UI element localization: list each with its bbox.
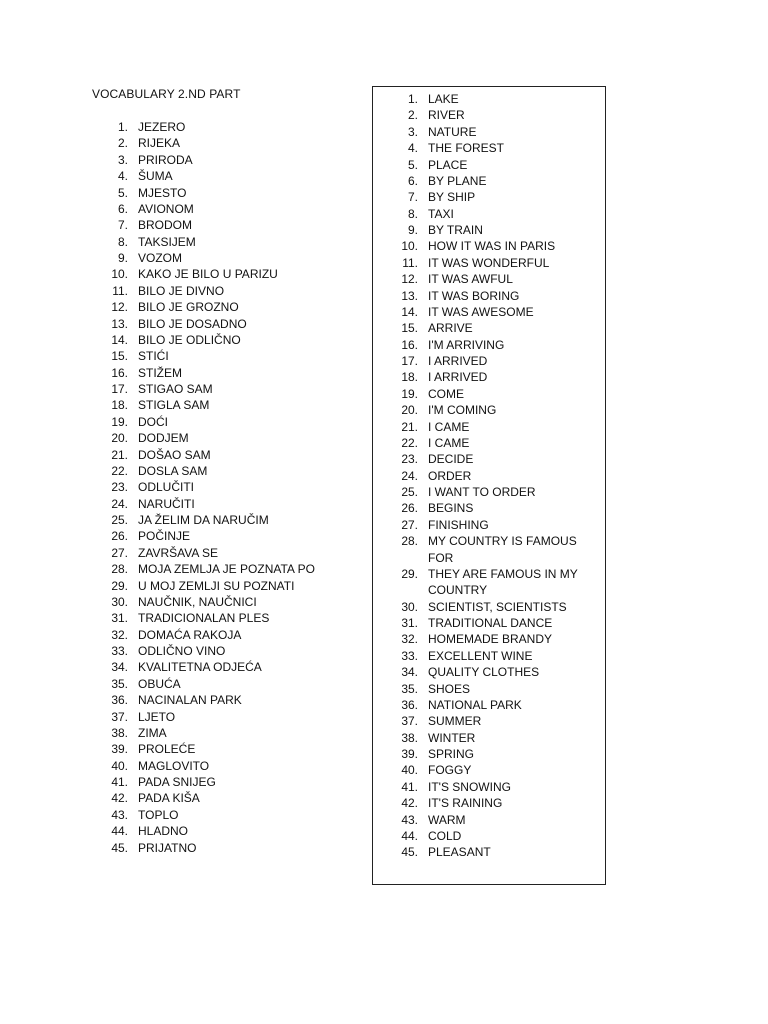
item-word: KVALITETNA ODJEĆA [138,660,262,675]
item-number: 13. [111,316,128,331]
vocabulary-item-english [394,124,588,140]
item-number: 9. [407,223,418,237]
item-word: SCIENTIST, SCIENTISTS [428,599,567,614]
item-word: ARRIVE [428,321,473,336]
vocabulary-item-english [394,288,588,304]
item-number: 17. [401,354,418,368]
item-word: I ARRIVED [428,354,488,368]
item-word: IT WAS AWFUL [428,272,513,287]
item-word: NACINALAN PARK [138,693,242,708]
item-number: 5. [117,185,128,200]
vocabulary-item-english [394,91,588,107]
vocabulary-item-english [394,107,588,123]
item-word: IT'S RAINING [428,796,503,811]
vocabulary-item-serbian [104,348,315,364]
item-word: MOJA ZEMLJA JE POZNATA PO [138,562,315,577]
vocabulary-item-serbian [104,692,315,708]
item-number: 5. [407,157,418,172]
item-word: ZAVRŠAVA SE [138,545,219,560]
item-word: ZIMA [138,725,167,740]
item-word: VOZOM [138,251,182,265]
item-number: 20. [401,403,418,418]
vocabulary-item-serbian [104,152,315,168]
vocabulary-item-english [394,566,588,599]
item-number: 28. [111,562,128,577]
vocabulary-item-english [394,681,588,697]
item-number: 15. [401,321,418,336]
vocabulary-item-serbian [104,250,315,266]
item-word: STIGLA SAM [138,398,210,413]
vocabulary-item-serbian [104,643,315,659]
item-word: STIĆI [138,349,169,364]
item-number: 6. [117,201,128,216]
item-word: HLADNO [138,824,189,839]
vocabulary-item-english [394,402,588,418]
item-word: EXCELLENT WINE [428,648,533,663]
item-word: I WANT TO ORDER [428,485,536,499]
item-number: 12. [111,300,128,315]
vocabulary-item-english [394,762,588,778]
item-word: BILO JE DIVNO [138,283,225,298]
vocabulary-item-serbian [104,561,315,577]
vocabulary-item-serbian [104,659,315,675]
item-number: 10. [401,239,418,254]
item-word: ODLIČNO VINO [138,644,226,658]
item-word: BY PLANE [428,173,487,188]
item-word: BRODOM [138,218,192,233]
item-number: 27. [111,545,128,560]
vocabulary-item-serbian [104,119,315,135]
item-number: 32. [401,632,418,647]
item-number: 21. [401,419,418,434]
item-number: 3. [117,152,128,167]
item-word: STIŽEM [138,365,182,380]
vocabulary-item-english [394,517,588,533]
item-number: 40. [401,763,418,778]
item-number: 39. [401,747,418,761]
item-number: 9. [117,251,128,265]
item-word: BEGINS [428,501,474,516]
vocabulary-item-english [394,320,588,336]
vocabulary-item-english [394,713,588,729]
item-word: NAUČNIK, NAUČNICI [138,594,257,609]
item-number: 31. [401,616,418,630]
item-number: 42. [111,791,128,806]
item-word: SPRING [428,747,475,761]
item-number: 41. [111,775,128,789]
vocabulary-item-english [394,730,588,746]
item-word: TAKSIJEM [138,234,196,249]
item-number: 1. [117,120,128,134]
vocabulary-item-serbian [104,299,315,315]
vocabulary-item-serbian [104,332,315,348]
item-word: TRADICIONALAN PLES [138,611,270,626]
item-word: I ARRIVED [428,370,488,385]
item-word: PLEASANT [428,845,491,860]
item-word: PRIJATNO [138,840,197,855]
item-number: 35. [111,676,128,691]
item-word: LAKE [428,92,459,106]
vocabulary-item-serbian [104,840,315,856]
item-word: RIVER [428,108,465,123]
item-number: 14. [111,332,128,347]
vocabulary-item-serbian [104,316,315,332]
item-word: THE FOREST [428,141,505,156]
vocabulary-item-english [394,648,588,664]
item-number: 29. [111,578,128,593]
vocabulary-item-english [394,140,588,156]
vocabulary-item-english [394,189,588,205]
vocabulary-item-english [394,304,588,320]
vocabulary-item-serbian [104,807,315,823]
item-number: 23. [111,480,128,495]
item-number: 10. [111,267,128,282]
item-number: 45. [111,840,128,855]
vocabulary-item-english [394,484,588,500]
vocabulary-item-english [394,222,588,238]
vocabulary-item-english [394,435,588,451]
vocabulary-item-english [394,337,588,353]
item-word: COLD [428,828,462,843]
item-word: WINTER [428,730,476,745]
vocabulary-item-serbian [104,823,315,839]
serbian-vocabulary-list [104,119,315,856]
vocabulary-item-serbian [104,430,315,446]
item-number: 44. [401,828,418,843]
item-word: ŠUMA [138,169,173,184]
vocabulary-item-serbian [104,414,315,430]
item-number: 30. [111,594,128,609]
vocabulary-item-serbian [104,381,315,397]
item-word: SHOES [428,681,471,696]
vocabulary-item-english [394,812,588,828]
vocabulary-item-english [394,500,588,516]
vocabulary-item-english [394,697,588,713]
item-number: 17. [111,382,128,396]
item-word: TRADITIONAL DANCE [428,616,553,630]
item-number: 30. [401,599,418,614]
item-number: 25. [401,485,418,499]
vocabulary-item-serbian [104,790,315,806]
vocabulary-item-english [394,451,588,467]
item-number: 37. [401,714,418,729]
item-number: 22. [401,435,418,450]
vocabulary-item-serbian [104,627,315,643]
vocabulary-item-serbian [104,447,315,463]
item-number: 28. [401,534,418,549]
vocabulary-item-serbian [104,528,315,544]
vocabulary-item-serbian [104,725,315,741]
item-word: NATIONAL PARK [428,697,522,712]
item-word: THEY ARE FAMOUS IN MY COUNTRY [428,566,578,598]
vocabulary-item-english [394,631,588,647]
vocabulary-item-serbian [104,185,315,201]
item-number: 38. [111,725,128,740]
item-number: 42. [401,796,418,811]
item-number: 16. [111,365,128,380]
item-word: BILO JE DOSADNO [138,316,247,331]
vocabulary-item-serbian [104,774,315,790]
item-number: 4. [117,169,128,184]
vocabulary-item-serbian [104,463,315,479]
item-word: I CAME [428,435,470,450]
vocabulary-item-serbian [104,217,315,233]
item-number: 36. [401,697,418,712]
vocabulary-item-serbian [104,479,315,495]
item-word: LJETO [138,709,176,724]
item-number: 7. [117,218,128,233]
item-number: 39. [111,742,128,757]
item-number: 24. [401,468,418,483]
item-word: ORDER [428,468,472,483]
item-number: 25. [111,513,128,527]
item-word: RIJEKA [138,136,181,151]
item-number: 41. [401,779,418,794]
item-number: 3. [407,124,418,139]
item-word: SUMMER [428,714,482,729]
item-word: WARM [428,812,466,827]
item-number: 19. [111,414,128,429]
item-word: BY TRAIN [428,223,483,237]
vocabulary-item-serbian [104,512,315,528]
item-word: JA ŽELIM DA NARUČIM [138,513,269,527]
item-number: 18. [111,398,128,413]
vocabulary-item-serbian [104,578,315,594]
item-word: MY COUNTRY IS FAMOUS FOR [428,534,577,565]
item-word: AVIONOM [138,201,194,216]
item-number: 2. [407,108,418,123]
vocabulary-item-serbian [104,397,315,413]
vocabulary-item-serbian [104,365,315,381]
item-word: HOMEMADE BRANDY [428,632,553,647]
item-word: DOMAĆA RAKOJA [138,627,242,642]
item-number: 12. [401,272,418,287]
item-word: BY SHIP [428,190,476,205]
item-number: 38. [401,730,418,745]
vocabulary-item-serbian [104,168,315,184]
item-number: 6. [407,173,418,188]
item-number: 32. [111,627,128,642]
item-number: 16. [401,337,418,352]
vocabulary-item-english [394,271,588,287]
item-word: PADA KIŠA [138,791,200,806]
item-number: 31. [111,611,128,626]
vocabulary-item-serbian [104,201,315,217]
item-word: POČINJE [138,529,191,544]
item-number: 2. [117,136,128,151]
item-number: 26. [111,529,128,544]
vocabulary-item-serbian [104,283,315,299]
item-word: NARUČITI [138,496,195,511]
item-number: 40. [111,758,128,773]
item-word: JEZERO [138,120,186,134]
english-vocabulary-list [394,91,588,861]
item-word: STIGAO SAM [138,382,213,396]
vocabulary-item-serbian [104,610,315,626]
item-word: NATURE [428,124,477,139]
item-word: U MOJ ZEMLJI SU POZNATI [138,578,295,593]
vocabulary-item-english [394,828,588,844]
item-number: 43. [401,812,418,827]
item-word: COME [428,386,464,401]
vocabulary-item-english [394,779,588,795]
item-number: 33. [111,644,128,658]
vocabulary-item-serbian [104,234,315,250]
vocabulary-item-serbian [104,709,315,725]
vocabulary-item-serbian [104,676,315,692]
vocabulary-item-english [394,173,588,189]
item-word: DODJEM [138,431,189,446]
vocabulary-item-english [394,206,588,222]
page-title: VOCABULARY 2.ND PART [92,87,241,101]
vocabulary-item-serbian [104,594,315,610]
item-number: 11. [402,255,418,270]
vocabulary-item-serbian [104,741,315,757]
item-word: BILO JE ODLIČNO [138,332,241,347]
item-number: 20. [111,431,128,446]
item-word: FINISHING [428,517,489,532]
vocabulary-item-serbian [104,545,315,561]
vocabulary-item-english [394,238,588,254]
item-word: IT WAS WONDERFUL [428,255,550,270]
item-word: IT WAS BORING [428,288,520,303]
item-word: KAKO JE BILO U PARIZU [138,267,278,282]
item-number: 43. [111,807,128,822]
item-number: 14. [401,304,418,319]
item-number: 33. [401,648,418,663]
vocabulary-item-english [394,615,588,631]
item-word: QUALITY CLOTHES [428,665,540,680]
item-number: 18. [401,370,418,385]
item-number: 45. [401,845,418,860]
item-word: TAXI [428,206,454,221]
item-word: ODLUČITI [138,480,195,495]
vocabulary-item-english [394,255,588,271]
item-word: OBUĆA [138,676,181,691]
item-word: PRIRODA [138,152,193,167]
item-number: 44. [111,824,128,839]
item-word: MAGLOVITO [138,758,210,773]
vocabulary-item-english [394,468,588,484]
item-word: I'M COMING [428,403,497,418]
item-number: 36. [111,693,128,708]
item-word: TOPLO [138,807,179,822]
item-number: 23. [401,452,418,467]
vocabulary-item-english [394,157,588,173]
item-word: IT'S SNOWING [428,779,511,794]
item-number: 26. [401,501,418,516]
item-number: 13. [401,288,418,303]
vocabulary-item-english [394,369,588,385]
item-word: I'M ARRIVING [428,337,505,352]
item-word: IT WAS AWESOME [428,304,534,319]
item-number: 34. [111,660,128,675]
item-word: DOSLA SAM [138,463,208,478]
item-number: 19. [401,386,418,401]
item-number: 7. [407,190,418,205]
item-number: 24. [111,496,128,511]
vocabulary-item-english [394,419,588,435]
item-number: 4. [407,141,418,156]
vocabulary-item-serbian [104,758,315,774]
vocabulary-item-english [394,533,588,566]
vocabulary-item-serbian [104,135,315,151]
vocabulary-item-english [394,795,588,811]
item-number: 29. [401,566,418,581]
item-number: 37. [111,709,128,724]
vocabulary-item-serbian [104,496,315,512]
item-number: 21. [111,447,128,462]
item-number: 15. [111,349,128,364]
item-number: 35. [401,681,418,696]
item-word: PLACE [428,157,468,172]
vocabulary-item-english [394,599,588,615]
item-word: FOGGY [428,763,472,778]
item-number: 11. [112,283,128,298]
vocabulary-item-english [394,386,588,402]
item-word: HOW IT WAS IN PARIS [428,239,556,254]
item-number: 22. [111,463,128,478]
item-word: I CAME [428,419,470,434]
item-word: PROLEĆE [138,742,196,757]
vocabulary-item-serbian [104,266,315,282]
item-number: 34. [401,665,418,680]
item-word: DOŠAO SAM [138,447,211,462]
item-word: PADA SNIJEG [138,775,216,789]
item-word: DECIDE [428,452,474,467]
vocabulary-item-english [394,746,588,762]
item-number: 27. [401,517,418,532]
item-word: BILO JE GROZNO [138,300,239,315]
vocabulary-item-english [394,844,588,860]
item-number: 1. [407,92,418,106]
vocabulary-item-english [394,664,588,680]
vocabulary-item-english [394,353,588,369]
item-word: MJESTO [138,185,187,200]
item-number: 8. [117,234,128,249]
item-word: DOĆI [138,414,168,429]
item-number: 8. [407,206,418,221]
